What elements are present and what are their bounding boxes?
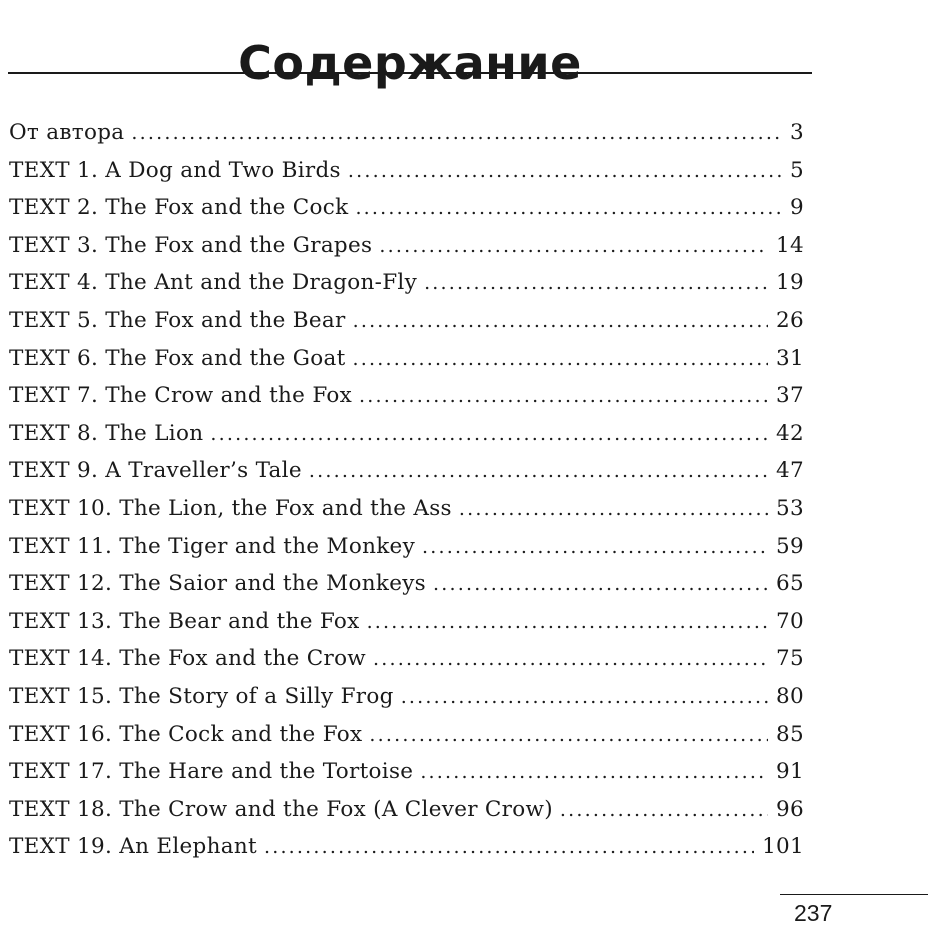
toc-entry (9, 340, 804, 378)
toc-entry-title: TEXT 13. The Bear and the Fox (9, 608, 360, 634)
toc-entry-page: 5 (790, 157, 804, 183)
toc-entry-title: От автора (9, 120, 125, 145)
toc-entry-title: TEXT 8. The Lion (9, 420, 204, 446)
toc-entry-title: TEXT 15. The Story of a Silly Frog (9, 683, 394, 709)
toc-entry-page: 75 (776, 646, 804, 672)
dot-leader (373, 641, 768, 679)
page-title: Содержание (238, 35, 582, 90)
toc-entry-title: TEXT 3. The Fox and the Grapes (9, 232, 373, 258)
page-number: 237 (794, 900, 833, 926)
dot-leader (459, 491, 768, 529)
toc-entry-page: 14 (776, 232, 804, 258)
toc-entry-page: 80 (776, 683, 804, 709)
toc-entry-title: TEXT 18. The Crow and the Fox (A Clever Crow) (9, 796, 553, 822)
dot-leader (422, 529, 768, 567)
toc-entry-page: 42 (776, 420, 804, 446)
toc-entry (9, 828, 804, 866)
toc-entry-title: TEXT 2. The Fox and the Cock (9, 195, 349, 221)
toc-entry-page: 101 (762, 834, 804, 860)
toc-entry (9, 640, 804, 678)
toc-entry (9, 716, 804, 754)
toc-entry-page: 53 (776, 495, 804, 521)
table-of-contents (9, 114, 804, 866)
toc-entry-title: TEXT 16. The Cock and the Fox (9, 721, 363, 747)
dot-leader (420, 754, 768, 792)
toc-entry-title: TEXT 19. An Elephant (9, 834, 257, 860)
toc-entry (9, 264, 804, 302)
toc-entry-page: 9 (790, 195, 804, 221)
toc-entry (9, 415, 804, 453)
dot-leader (560, 792, 768, 830)
toc-entry (9, 114, 804, 152)
toc-entry (9, 189, 804, 227)
dot-leader (309, 453, 768, 491)
dot-leader (401, 679, 768, 717)
dot-leader (131, 115, 782, 153)
toc-entry-title: TEXT 11. The Tiger and the Monkey (9, 533, 416, 559)
toc-entry-title: TEXT 1. A Dog and Two Birds (9, 157, 341, 183)
toc-entry-page: 91 (776, 759, 804, 785)
toc-entry-page: 19 (776, 270, 804, 296)
title-divider (8, 72, 812, 74)
toc-entry-title: TEXT 5. The Fox and the Bear (9, 307, 346, 333)
toc-entry (9, 302, 804, 340)
toc-entry-title: TEXT 4. The Ant and the Dragon-Fly (9, 270, 418, 296)
toc-entry (9, 452, 804, 490)
dot-leader (210, 416, 768, 454)
dot-leader (367, 604, 768, 642)
toc-entry (9, 753, 804, 791)
toc-entry-title: TEXT 17. The Hare and the Tortoise (9, 759, 414, 785)
toc-entry-title: TEXT 10. The Lion, the Fox and the Ass (9, 495, 452, 521)
toc-entry-page: 70 (776, 608, 804, 634)
toc-entry-page: 3 (790, 120, 804, 145)
dot-leader (433, 566, 768, 604)
toc-entry (9, 603, 804, 641)
toc-entry (9, 565, 804, 603)
toc-entry-page: 31 (776, 345, 804, 371)
dot-leader (264, 829, 754, 867)
toc-entry-title: TEXT 9. A Traveller’s Tale (9, 458, 302, 484)
toc-entry (9, 377, 804, 415)
toc-entry-title: TEXT 6. The Fox and the Goat (9, 345, 346, 371)
toc-entry (9, 227, 804, 265)
dot-leader (379, 228, 768, 266)
dot-leader (348, 153, 782, 191)
toc-entry (9, 152, 804, 190)
toc-entry-page: 37 (776, 383, 804, 409)
dot-leader (353, 303, 768, 341)
toc-entry-title: TEXT 14. The Fox and the Crow (9, 646, 367, 672)
toc-entry-page: 59 (776, 533, 804, 559)
dot-leader (353, 341, 768, 379)
toc-entry-title: TEXT 12. The Saior and the Monkeys (9, 571, 427, 597)
toc-entry-page: 26 (776, 307, 804, 333)
toc-entry-page: 65 (776, 571, 804, 597)
dot-leader (355, 190, 782, 228)
toc-entry-page: 85 (776, 721, 804, 747)
toc-entry-page: 47 (776, 458, 804, 484)
dot-leader (424, 265, 768, 303)
dot-leader (369, 717, 768, 755)
toc-entry (9, 678, 804, 716)
toc-entry (9, 791, 804, 829)
toc-entry (9, 528, 804, 566)
dot-leader (359, 378, 768, 416)
footer-divider (780, 894, 928, 895)
toc-entry-title: TEXT 7. The Crow and the Fox (9, 383, 353, 409)
toc-entry (9, 490, 804, 528)
toc-entry-page: 96 (776, 796, 804, 822)
